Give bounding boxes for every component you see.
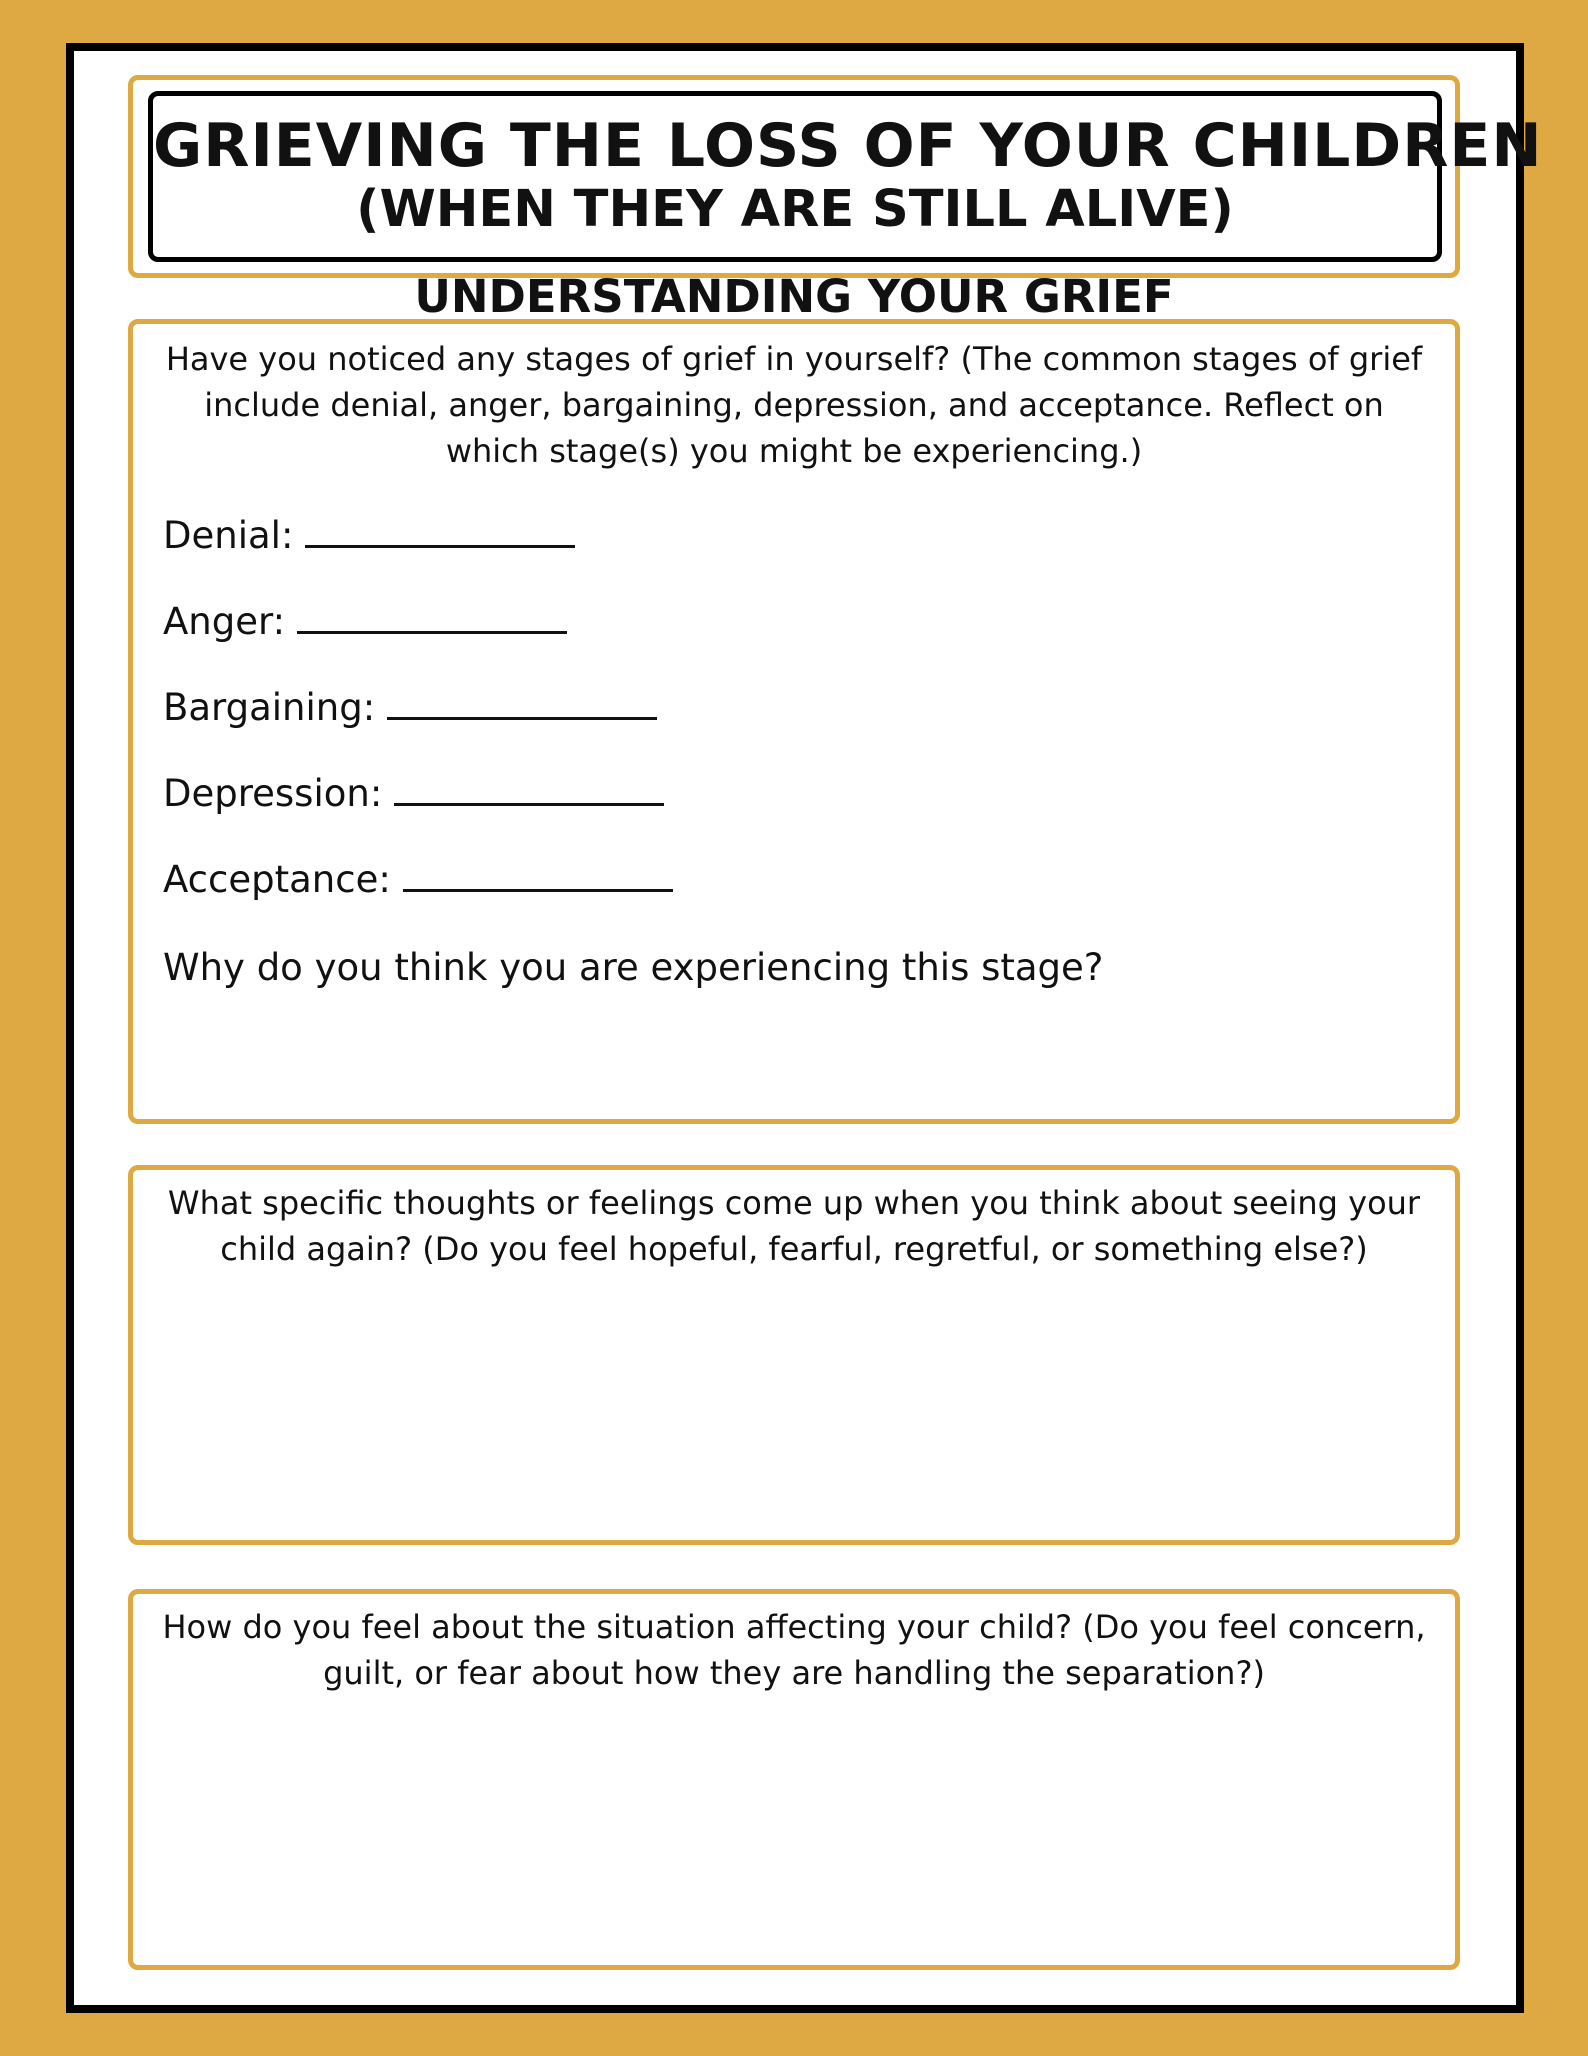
why-stage-question: Why do you think you are experiencing this stage? [163, 946, 1104, 989]
bargaining-answer-line[interactable] [387, 687, 657, 720]
title-frame [148, 91, 1543, 262]
stages-prompt: Have you noticed any stages of grief in yourself? (The common stages of grief include denial, anger, bargaining, depression, and acceptance. Reflect on which stage(s) you might be experiencing.) [165, 340, 1423, 470]
denial-answer-line[interactable] [305, 515, 575, 548]
page-title: GRIEVING THE LOSS OF YOUR CHILDREN [153, 111, 1543, 181]
stages-of-grief-box [128, 319, 1460, 1124]
stage-label: Bargaining: [163, 686, 376, 729]
stage-label: Anger: [163, 600, 286, 643]
page-title-subline: (WHEN THEY ARE STILL ALIVE) [356, 180, 1234, 239]
situation-feelings-box[interactable] [128, 1589, 1460, 1970]
stage-label: Acceptance: [163, 858, 391, 901]
stage-denial-row [163, 514, 575, 558]
anger-answer-line[interactable] [297, 601, 567, 634]
depression-answer-line[interactable] [394, 773, 664, 806]
stage-anger-row [163, 600, 567, 644]
stage-acceptance-row [163, 858, 673, 902]
stage-label: Depression: [163, 772, 383, 815]
acceptance-answer-line[interactable] [403, 859, 673, 892]
thoughts-prompt: What specific thoughts or feelings come up when you think about seeing your child again? (Do you feel hopeful, fearful, regretful, or something else?) [167, 1184, 1421, 1268]
section-heading: UNDERSTANDING YOUR GRIEF [414, 270, 1174, 323]
thoughts-feelings-box[interactable] [128, 1165, 1460, 1545]
stage-label: Denial: [163, 514, 294, 557]
stage-depression-row [163, 772, 664, 816]
stage-bargaining-row [163, 686, 657, 730]
situation-prompt: How do you feel about the situation affecting your child? (Do you feel concern, guilt, or fear about how they are handling the separation?) [162, 1608, 1426, 1692]
